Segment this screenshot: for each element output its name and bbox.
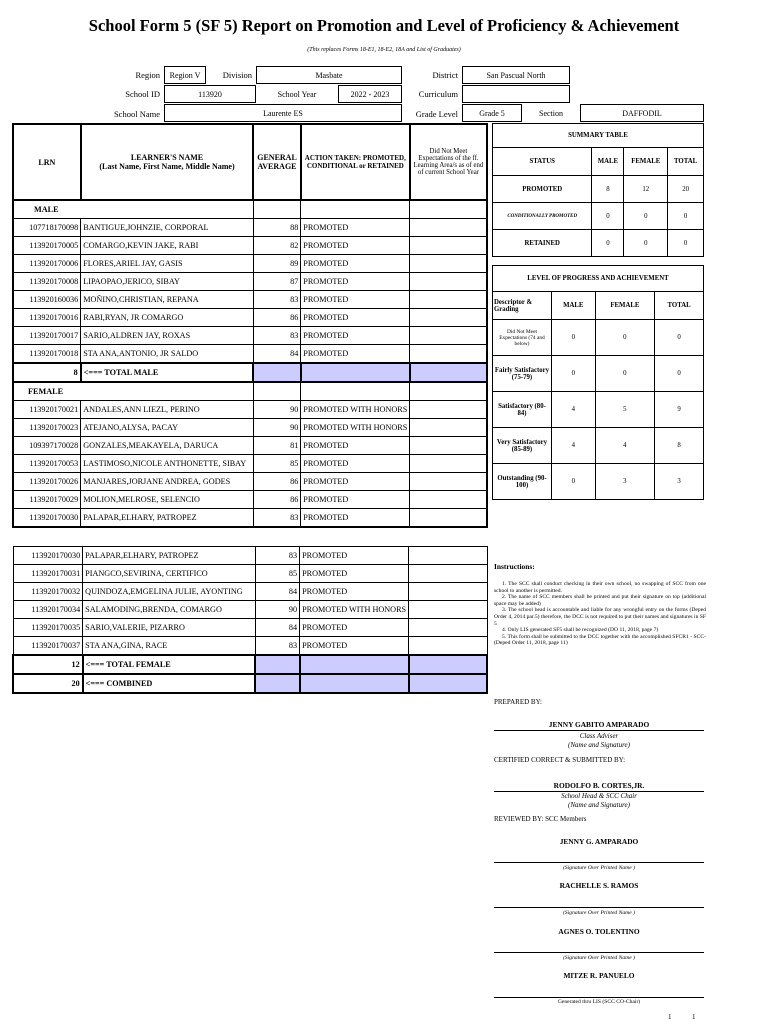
learner-lrn: 113920170031 [13,565,83,583]
head-sub: (Name and Signature) [568,801,630,809]
page-total: 1 [692,1013,696,1021]
learner-average: 89 [253,255,301,273]
prepared-by-label: PREPARED BY: [494,698,542,706]
member-name: MITZE R. PANUELO [563,971,635,980]
learner-remarks [410,291,487,309]
table-row [13,473,487,491]
progress-female: 5 [595,392,655,428]
table-row [13,619,487,637]
progress-male: 0 [552,464,596,500]
learner-average: 87 [253,273,301,291]
learner-remarks [410,473,487,491]
table-row [13,345,487,364]
progress-table [492,265,704,500]
learner-name: RABI,RYAN, JR COMARGO [81,309,254,327]
learner-name: PALAPAR,ELHARY, PATROPEZ [83,547,256,565]
learner-average: 86 [253,473,301,491]
learner-lrn: 113920170034 [13,601,83,619]
progress-descriptor: Outstanding (90-100) [493,464,552,500]
progress-descriptor: Satisfactory (80-84) [493,392,552,428]
table-row [13,327,487,345]
learner-average: 86 [253,491,301,509]
member-name: RACHELLE S. RAMOS [559,881,639,890]
curriculum-label: Curriculum [418,89,458,99]
division-label: Division [222,70,252,80]
instructions-block [494,562,706,647]
summary-row [493,176,704,203]
summary-status: PROMOTED [493,176,592,203]
learner-average: 90 [253,401,301,419]
total-female-count: 12 [13,655,83,674]
learner-lrn: 113920170037 [13,637,83,656]
instruction-item: 1. The SCC shall conduct checking in their own school, no swapping of SCC from one school to another is permitted. [494,581,706,594]
learner-remarks [409,583,487,601]
generated-note: Generated thru LIS (SCC CO-Chair) [557,999,641,1005]
head-name: RODOLFO B. CORTES,JR. [553,781,645,790]
progress-descriptor: Very Satisfactory (85-89) [493,428,552,464]
learner-remarks [410,237,487,255]
progress-total: 8 [655,428,704,464]
progress-male: 0 [552,356,596,392]
combined-count: 20 [13,674,83,693]
member-caption: (Signature Over Printed Name ) [563,955,635,961]
learner-name: MOLION,MELROSE, SELENCIO [81,491,254,509]
col-remarks: Did Not Meet Expectations of the ff. Learning Area/s as of end of current School Year [410,124,487,200]
summary-status: RETAINED [493,230,592,257]
total-male-count: 8 [13,363,81,382]
learner-remarks [409,637,487,656]
instruction-item: 4. Only LIS generated SF5 shall be recognized (DO 11, 2018, page 7) [502,627,659,634]
learner-average: 83 [255,547,299,565]
learner-remarks [410,309,487,327]
table-row [13,547,487,565]
learner-remarks [410,401,487,419]
learner-name: QUINDOZA,EMGELINA JULIE, AYONTING [83,583,256,601]
table-row [13,255,487,273]
learner-average: 84 [255,583,299,601]
district-field: San Pascual North [462,66,570,84]
learner-remarks [410,437,487,455]
table-row [13,401,487,419]
learner-action: PROMOTED [300,583,409,601]
school-name-label: School Name [113,109,160,119]
learner-action: PROMOTED [301,327,410,345]
learner-average: 81 [253,437,301,455]
learner-average: 83 [255,637,299,656]
summary-head-male: MALE [592,148,624,176]
learner-average: 85 [255,565,299,583]
learner-lrn: 113920170021 [13,401,81,419]
table-row [13,437,487,455]
progress-row [493,320,704,356]
learner-remarks [409,547,487,565]
learner-action: PROMOTED [301,237,410,255]
progress-descriptor: Fairly Satisfactory (75-79) [493,356,552,392]
progress-total: 0 [655,356,704,392]
learner-remarks [409,601,487,619]
summary-total: 20 [668,176,704,203]
instruction-item: 5. This form shall be submitted to the DCC together with the accomplished SFCR1 - SCC- (Deped Order 11, 2018, page 11) [494,633,706,647]
table-row [13,637,487,656]
learner-name: LASTIMOSO,NICOLE ANTHONETTE, SIBAY [81,455,254,473]
learner-lrn: 113920170023 [13,419,81,437]
progress-female: 0 [595,356,655,392]
head-role: School Head & SCC Chair [561,792,637,800]
section-label: Section [539,108,563,118]
learner-remarks [410,491,487,509]
table-row [13,219,487,237]
learner-action: PROMOTED WITH HONORS [300,601,409,619]
section-field: DAFFODIL [580,104,704,122]
learner-action: PROMOTED [300,619,409,637]
learner-lrn: 113920170006 [13,255,81,273]
learner-action: PROMOTED WITH HONORS [301,419,410,437]
reviewed-label: REVIEWED BY: SCC Members [494,815,587,823]
table-row [13,419,487,437]
table-row [13,565,487,583]
table-row [13,309,487,327]
learner-lrn: 113920170029 [13,491,81,509]
table-row [13,491,487,509]
learner-remarks [410,255,487,273]
curriculum-field [462,85,570,103]
female-section-label: FEMALE [13,382,253,401]
table-row [13,237,487,255]
learner-lrn: 109397170028 [13,437,81,455]
learner-average: 84 [253,345,301,364]
progress-total: 3 [655,464,704,500]
learner-average: 88 [253,219,301,237]
learner-remarks [409,565,487,583]
learner-lrn: 113920170017 [13,327,81,345]
table-row [13,601,487,619]
progress-row [493,392,704,428]
page-title: School Form 5 (SF 5) Report on Promotion and Level of Proficiency & Achievement [88,16,680,35]
total-male-label: <=== TOTAL MALE [81,363,254,382]
learner-action: PROMOTED [301,345,410,364]
table-row-cut: 113920170030 [13,509,81,528]
learner-name: ATEJANO,ALYSA, PACAY [81,419,254,437]
member-signature-line [494,862,704,863]
progress-male: 4 [552,392,596,428]
learner-average: 90 [255,601,299,619]
summary-female: 12 [624,176,668,203]
learner-action: PROMOTED [300,565,409,583]
learner-action: PROMOTED WITH HONORS [301,401,410,419]
learner-action: PROMOTED [300,637,409,656]
summary-table [492,123,704,257]
learner-average: 90 [253,419,301,437]
school-id-label: School ID [125,89,160,99]
col-avg: GENERAL AVERAGE [253,124,301,200]
progress-title: LEVEL OF PROGRESS AND ACHIEVEMENT [493,266,704,292]
learner-name: FLORES,ARIEL JAY, GASIS [81,255,254,273]
learner-name: GONZALES,MEAKAYELA, DARUCA [81,437,254,455]
learner-average: 83 [253,291,301,309]
summary-title: SUMMARY TABLE [493,124,704,148]
learner-average: 86 [253,309,301,327]
table-row [13,273,487,291]
learner-name: STA ANA,GINA, RACE [83,637,256,656]
learner-action: PROMOTED [301,255,410,273]
learner-average: 84 [255,619,299,637]
learners-table-page1: LRN LEARNER'S NAME (Last Name, First Name, Middle Name) GENERAL AVERAGE ACTION TAKEN: PROMOTED, CONDITIONAL or RETAINED Did Not Meet Expectations of the ff. Learning Area/s as of end of current School Year MALE 107718170098 BANTIGUE,JOHNZIE, CORPORAL 88 PROMOTED 113920170005 COMARGO,KEVIN JAKE, RABI 82 PROMOTED 113920170006 FLORES,ARIEL JAY, GASIS 89 PROMOTED 113920170008 LIPAOPAO,JERICO, SIBAY 87 PROMOTED 113920160036 MOÑINO,CHRISTIAN, REPANA 83 PROMOTED 113920170016 RABI,RYAN, JR COMARGO 86 PROMOTED 113920170017 SARIO,ALDREN JAY, ROXAS 83 PROMOTED 113920170018 STA ANA,ANTONIO, JR SALDO 84 PROMOTED 8 <=== TOTAL MALE FEMALE 113920170021 ANDALES,ANN LIEZL, PERINO 90 PROMOTED WITH HONORS 113920170023 ATEJANO,ALYSA, PACAY 90 PROMOTED WITH HONORS 109397170028 GONZALES,MEAKAYELA, DARUCA 81 PROMOTED 113920170053 LASTIMOSO,NICOLE ANTHONETTE, SIBAY 85 PROMOTED 113920170026 MANJARES,JORJANE ANDREA, GODES 86 PROMOTED 113920170029 MOLION,MELROSE, SELENCIO 86 PROMOTED 113920170030 PALAPAR,ELHARY, PATROPEZ 83 PROMOTED [12,123,488,527]
certified-label: CERTIFIED CORRECT & SUBMITTED BY: [494,756,626,764]
learner-name: SARIO,VALERIE, PIZARRO [83,619,256,637]
member-signature-line [494,997,704,998]
learner-name: STA ANA,ANTONIO, JR SALDO [81,345,254,364]
learner-lrn: 113920170053 [13,455,81,473]
learner-remarks [410,419,487,437]
progress-head-total: TOTAL [655,292,704,320]
col-lrn: LRN [13,124,81,200]
progress-male: 4 [552,428,596,464]
col-action: ACTION TAKEN: PROMOTED, CONDITIONAL or RETAINED [301,124,410,200]
member-signature-line [494,907,704,908]
member-name: AGNES O. TOLENTINO [558,927,640,936]
learner-remarks [410,455,487,473]
progress-row [493,356,704,392]
member-name: JENNY G. AMPARADO [559,837,639,846]
table-row [13,455,487,473]
learner-lrn: 113920170016 [13,309,81,327]
member-caption: (Signature Over Printed Name ) [563,910,635,916]
learner-average: 85 [253,455,301,473]
summary-total: 0 [668,203,704,230]
school-name-field: Laurente ES [164,104,402,122]
progress-head-male: MALE [552,292,596,320]
summary-row [493,203,704,230]
summary-female: 0 [624,203,668,230]
summary-male: 8 [592,176,624,203]
instruction-item: 2. The name of SCC members shall be printed and put their signature on top (additional space may be added) [494,594,706,607]
summary-head-total: TOTAL [668,148,704,176]
learner-lrn: 113920170030 [13,547,83,565]
summary-total: 0 [668,230,704,257]
learner-name: COMARGO,KEVIN JAKE, RABI [81,237,254,255]
col-name-sub: (Last Name, First Name, Middle Name) [99,162,235,171]
adviser-name: JENNY GABITO AMPARADO [548,720,650,729]
instruction-item: 3. The school head is accountable and liable for any wrongful entry on the forms (Deped Order 4, 2014 par.5) therefore, the DCC is not required to put their names and signatures in SF 5 [494,607,706,627]
grade-level-field: Grade 5 [462,104,522,122]
school-year-field: 2022 - 2023 [338,85,402,103]
progress-male: 0 [552,320,596,356]
summary-female: 0 [624,230,668,257]
learner-remarks [409,619,487,637]
learner-name: SALAMODING,BRENDA, COMARGO [83,601,256,619]
learner-action: PROMOTED [300,547,409,565]
progress-female: 0 [595,320,655,356]
table-row [13,583,487,601]
page-number: 1 [668,1013,672,1021]
learner-lrn: 113920170026 [13,473,81,491]
learner-average: 83 [253,327,301,345]
combined-label: <=== COMBINED [83,674,256,693]
division-field: Masbate [256,66,402,84]
male-section-label: MALE [13,200,253,219]
progress-head-desc: Descriptor & Grading [493,292,552,320]
table-row [13,291,487,309]
progress-row [493,464,704,500]
learner-name: BANTIGUE,JOHNZIE, CORPORAL [81,219,254,237]
learner-remarks [410,219,487,237]
learner-remarks [410,273,487,291]
learner-lrn: 113920170008 [13,273,81,291]
learner-lrn: 113920170018 [13,345,81,364]
learner-action: PROMOTED [301,437,410,455]
summary-male: 0 [592,230,624,257]
region-field: Region V [164,66,206,84]
learner-action: PROMOTED [301,219,410,237]
progress-female: 4 [595,428,655,464]
col-name-title: LEARNER'S NAME [130,153,204,162]
learner-lrn: 113920170035 [13,619,83,637]
learner-name: ANDALES,ANN LIEZL, PERINO [81,401,254,419]
total-female-label: <=== TOTAL FEMALE [83,655,256,674]
adviser-sub: (Name and Signature) [568,741,630,749]
grade-level-label: Grade Level [415,109,458,119]
instructions-title: Instructions: [494,562,535,571]
learner-name: MOÑINO,CHRISTIAN, REPANA [81,291,254,309]
summary-status: CONDITIONALLY PROMOTED [493,203,592,230]
learner-name: LIPAOPAO,JERICO, SIBAY [81,273,254,291]
learner-action: PROMOTED [301,309,410,327]
learner-lrn: 113920170032 [13,583,83,601]
learner-remarks [410,345,487,364]
learner-name: MANJARES,JORJANE ANDREA, GODES [81,473,254,491]
summary-head-female: FEMALE [624,148,668,176]
progress-descriptor: Did Not Meet Expectations (74 and below) [493,320,552,356]
learner-name: PIANGCO,SEVIRINA, CERTIFICO [83,565,256,583]
learners-table-page2 [12,551,488,706]
progress-total: 9 [655,392,704,428]
summary-male: 0 [592,203,624,230]
learner-lrn: 113920170005 [13,237,81,255]
summary-head-status: STATUS [493,148,592,176]
learner-lrn: 107718170098 [13,219,81,237]
adviser-role: Class Adviser [579,732,619,740]
col-name [81,124,254,200]
member-caption: (Signature Over Printed Name ) [563,865,635,871]
adviser-signature-line [494,730,704,731]
progress-row [493,428,704,464]
school-id-field: 113920 [164,85,256,103]
region-label: Region [135,70,160,80]
learner-action: PROMOTED [301,491,410,509]
learner-action: PROMOTED [301,455,410,473]
learner-remarks [410,327,487,345]
progress-total: 0 [655,320,704,356]
learner-action: PROMOTED [301,273,410,291]
learner-average: 82 [253,237,301,255]
learner-lrn: 113920160036 [13,291,81,309]
learner-action: PROMOTED [301,291,410,309]
district-label: District [432,70,458,80]
member-signature-line [494,952,704,953]
progress-female: 3 [595,464,655,500]
summary-row [493,230,704,257]
learner-action: PROMOTED [301,473,410,491]
page-subtitle: (This replaces Forms 18-E1, 18-E2, 18A and List of Graduates) [307,47,461,53]
school-year-label: School Year [277,89,317,99]
progress-head-female: FEMALE [595,292,655,320]
learner-name: SARIO,ALDREN JAY, ROXAS [81,327,254,345]
